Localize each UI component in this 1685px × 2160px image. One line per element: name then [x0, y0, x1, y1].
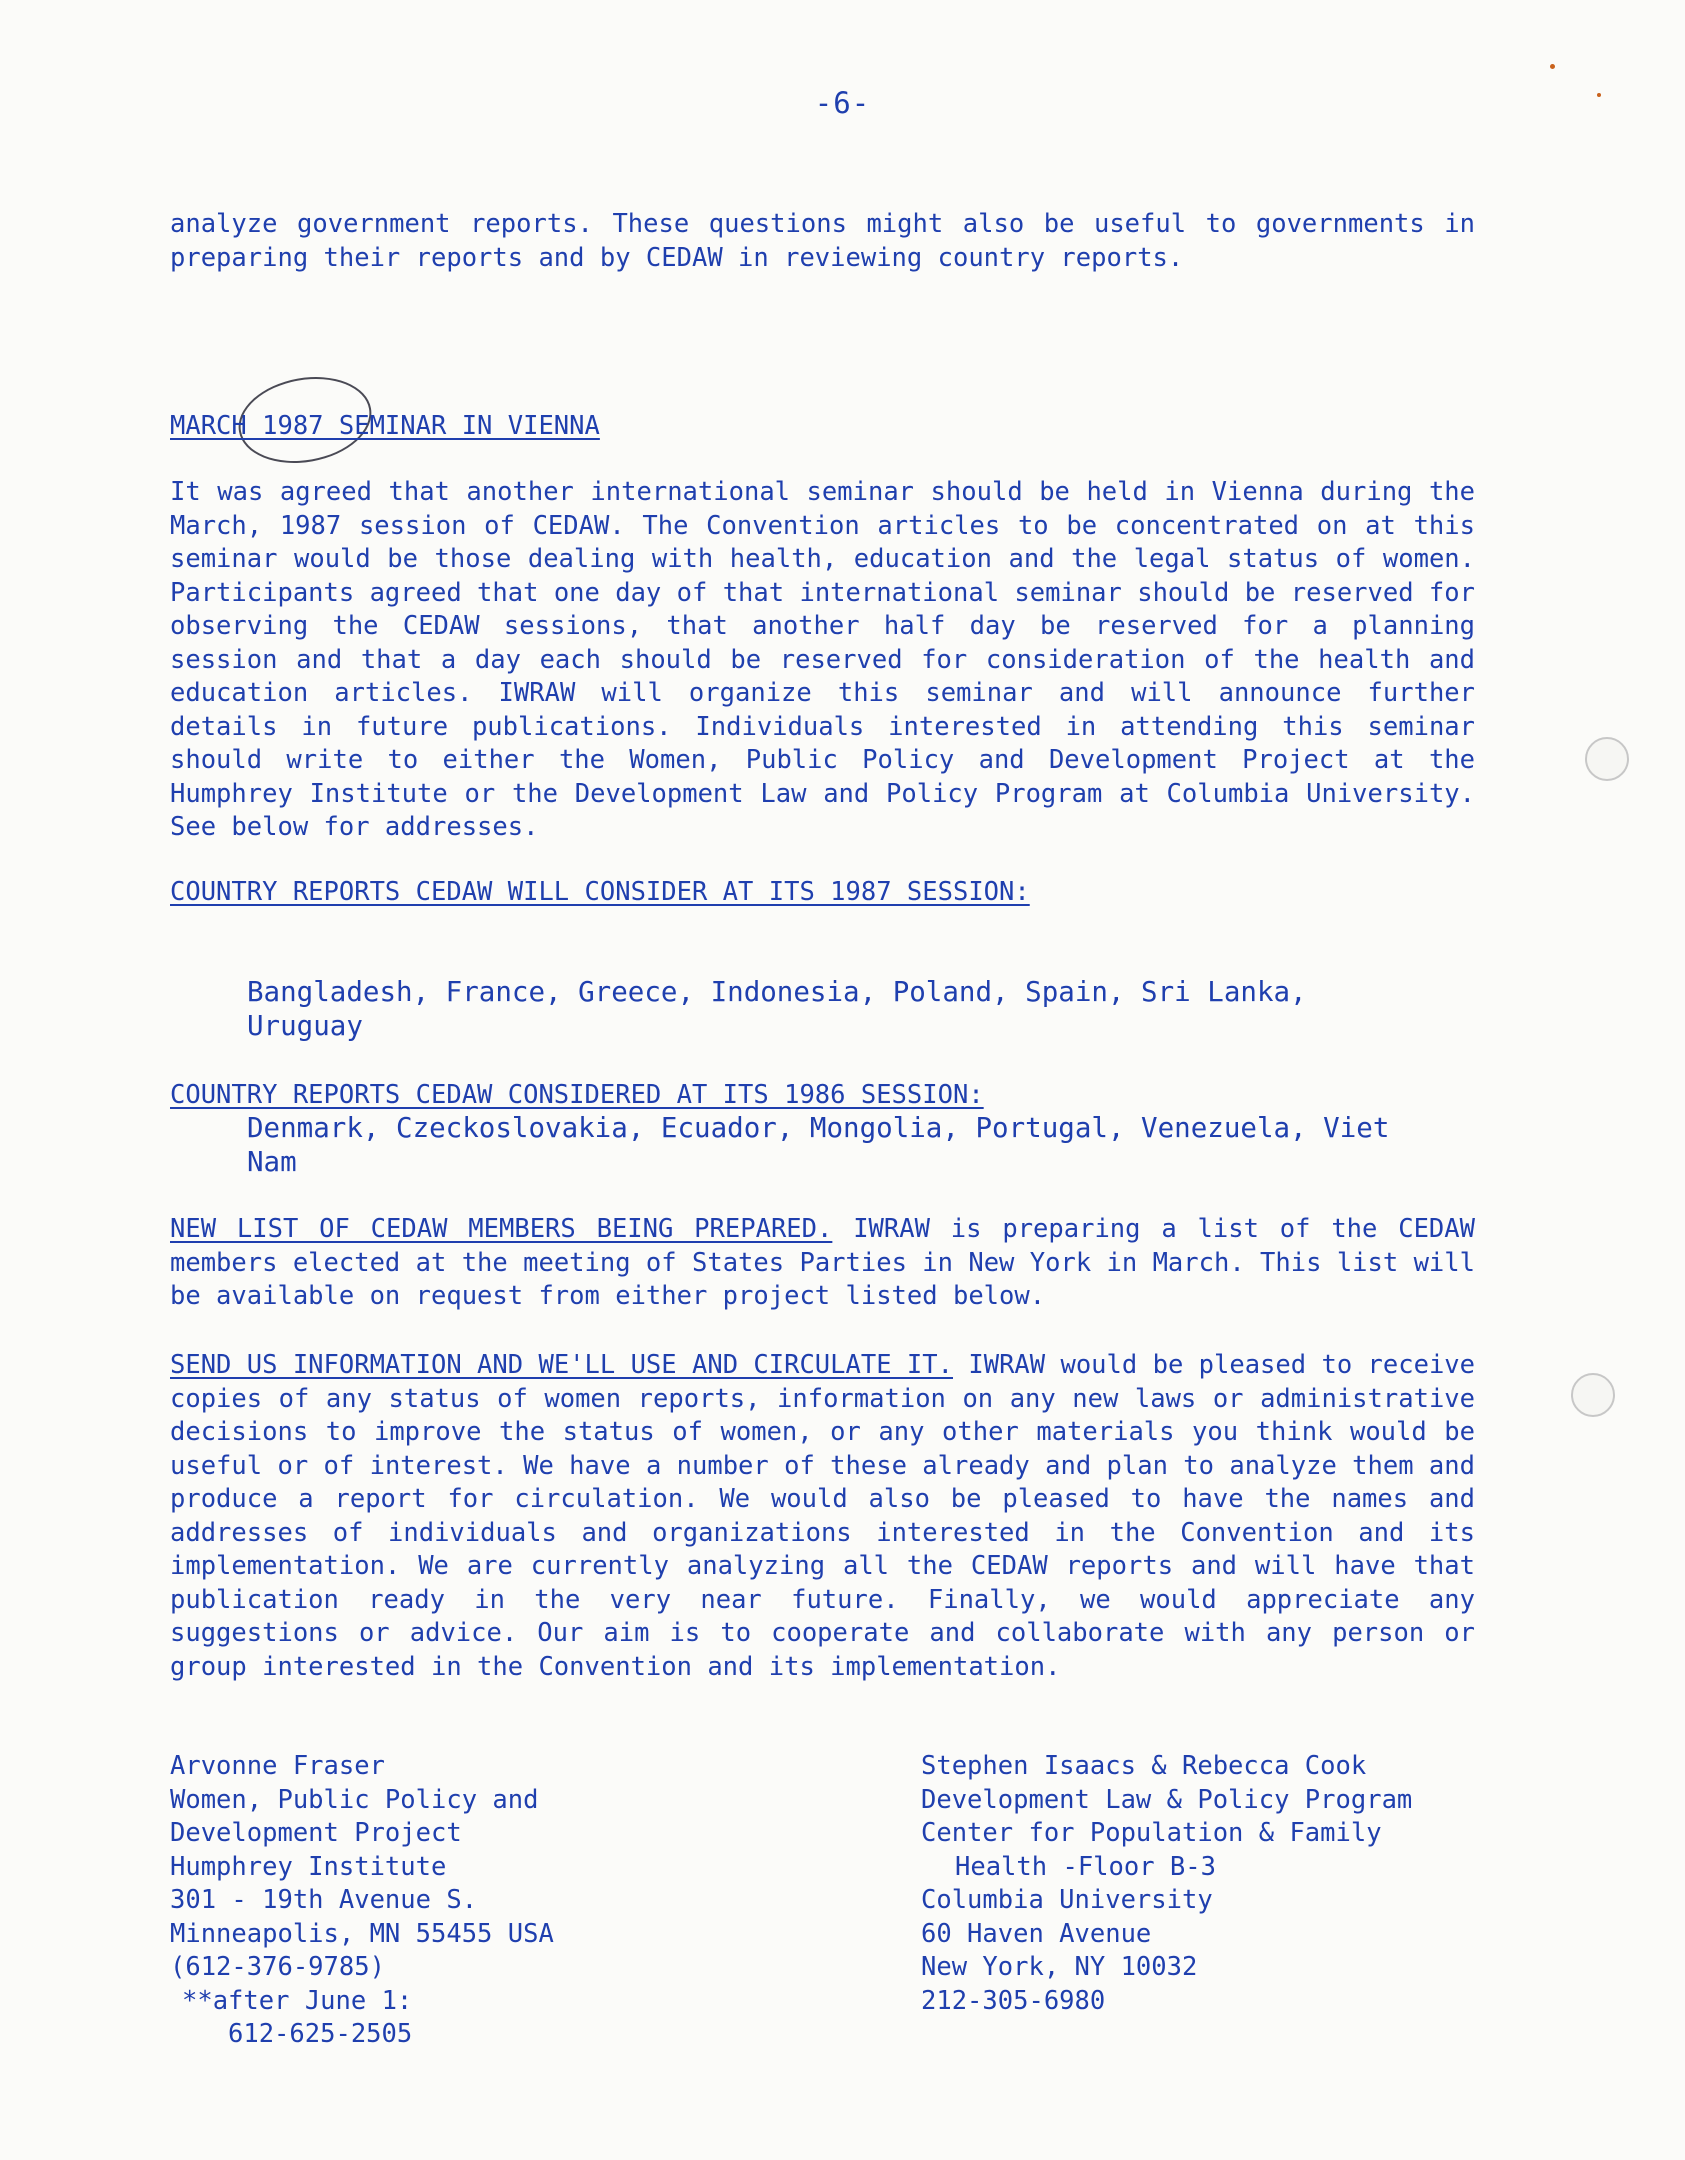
address-line: Women, Public Policy and [170, 1784, 539, 1815]
new-list-paragraph [170, 1213, 1475, 1314]
new-list-body: IWRAW is preparing a list of the CEDAW members elected at the meeting of States Parties in New York in March. This list will be available on request from either project listed below. [170, 1214, 1475, 1311]
phone-number: 212-305-6980 [921, 1985, 1106, 2016]
phone-number: (612-376-9785) [170, 1952, 385, 1982]
address-block-left [170, 1750, 554, 2052]
punch-hole-top [1585, 737, 1629, 781]
address-line: Minneapolis, MN 55455 USA [170, 1918, 554, 1949]
address-line: 301 - 19th Avenue S. [170, 1885, 478, 1915]
send-info-paragraph [170, 1349, 1475, 1684]
paper-speck [1550, 64, 1555, 69]
address-line: Center for Population & Family [921, 1818, 1382, 1848]
reports-1986-heading: COUNTRY REPORTS CEDAW CONSIDERED AT ITS 1986 SESSION: [170, 1080, 984, 1110]
intro-paragraph: analyze government reports. These questions might also be useful to governments in preparing their reports and by CEDAW in reviewing country reports. [170, 209, 1475, 273]
seminar-paragraph: It was agreed that another international seminar should be held in Vienna during the March, 1987 session of CEDAW. The Convention articles to be concentrated on at this seminar would be those dealing with health, education and the legal status of women. Participants agreed that one day of that international seminar should be reserved for observing the CEDAW sessions, that another half day be reserved for a planning session and that a day each should be reserved for consideration of the health and education articles. IWRAW will organize this seminar and will announce further details in future publications. Individuals interested in attending this seminar should write to either the Women, Public Policy and Development Project at the Humphrey Institute or the Development Law and Policy Program at Columbia University. See below for addresses. [170, 477, 1475, 842]
phone-change-note: **after June 1: [182, 1985, 413, 2016]
address-block-right [921, 1750, 1412, 2018]
send-info-heading: SEND US INFORMATION AND WE'LL USE AND CIRCULATE IT. [170, 1350, 953, 1380]
address-line: Development Project [170, 1818, 462, 1848]
contact-name: Arvonne Fraser [170, 1751, 385, 1781]
seminar-heading: MARCH 1987 SEMINAR IN VIENNA [170, 411, 600, 441]
new-phone-number: 612-625-2505 [228, 2019, 413, 2049]
page-number: -6- [814, 86, 871, 120]
address-line: Humphrey Institute [170, 1851, 447, 1882]
address-line: New York, NY 10032 [921, 1952, 1198, 1982]
paper-speck [1597, 93, 1601, 97]
address-line: Columbia University [921, 1885, 1213, 1915]
address-line: Development Law & Policy Program [921, 1784, 1413, 1815]
reports-1986-countries: Denmark, Czeckoslovakia, Ecuador, Mongolia, Portugal, Venezuela, Viet Nam [247, 1112, 1390, 1178]
address-line: 60 Haven Avenue [921, 1918, 1152, 1949]
new-list-heading: NEW LIST OF CEDAW MEMBERS BEING PREPARED. [170, 1214, 833, 1244]
send-info-body: IWRAW would be pleased to receive copies of any status of women reports, information on any new laws or administrative decisions to improve the status of women, or any other materials you think would be useful or of interest. We have a number of these already and plan to analyze them and produce a report for circulation. We would also be pleased to have the names and addresses of individuals and organizations interested in the Convention and its implementation. We are currently analyzing all the CEDAW reports and will have that publication ready in the very near future. Finally, we would appreciate any suggestions or advice. Our aim is to cooperate and collaborate with any person or group interested in the Convention and its implementation. [170, 1350, 1475, 1682]
reports-1987-heading: COUNTRY REPORTS CEDAW WILL CONSIDER AT ITS 1987 SESSION: [170, 877, 1030, 907]
address-line: Health -Floor B-3 [955, 1851, 1216, 1882]
punch-hole-bottom [1571, 1373, 1615, 1417]
reports-1987-countries: Bangladesh, France, Greece, Indonesia, Poland, Spain, Sri Lanka, Uruguay [247, 976, 1307, 1042]
contact-name: Stephen Isaacs & Rebecca Cook [921, 1751, 1367, 1781]
